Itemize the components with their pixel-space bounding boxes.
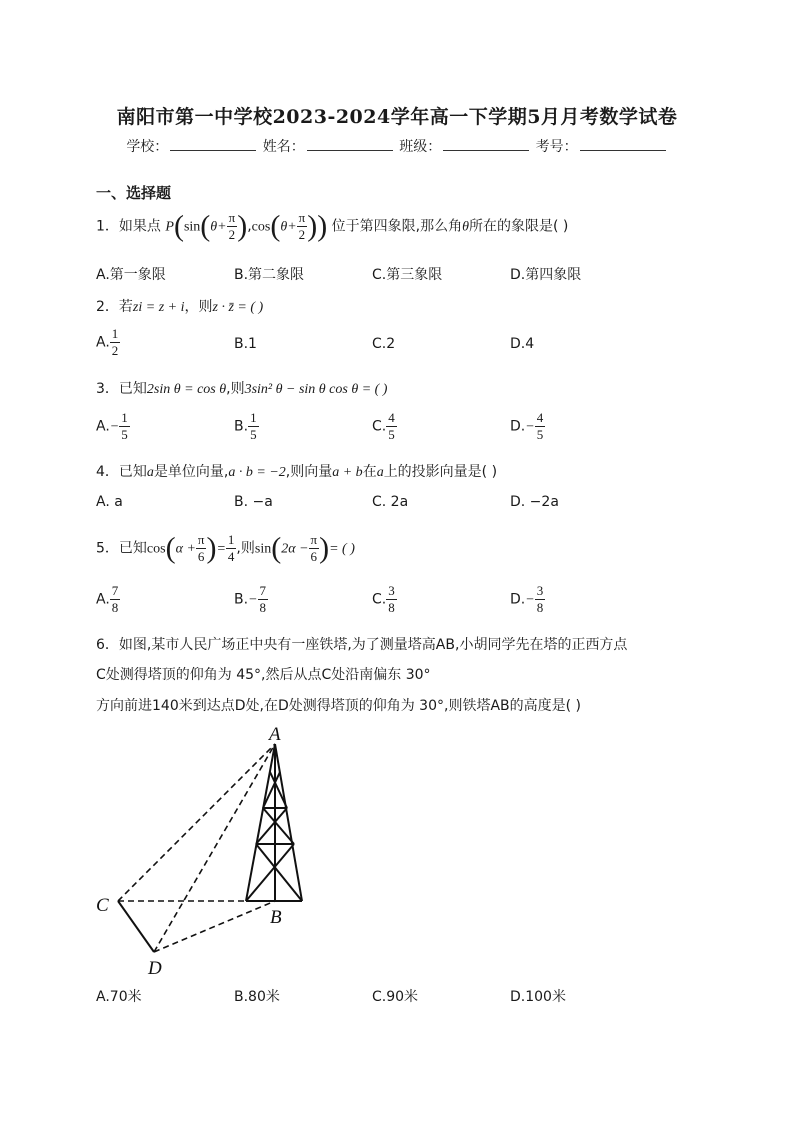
q5-option-d[interactable] [510,583,545,616]
q5-option-b[interactable] [234,583,268,616]
paren: )) [307,209,328,243]
paren: ) [237,209,248,243]
q2-option-a[interactable] [96,326,120,359]
equals: = [216,541,226,557]
number-label: 考号： [535,139,578,155]
q5-option-a[interactable] [96,583,120,616]
q2-equation: zi = z + i [132,300,185,315]
q5-option-c[interactable] [372,583,397,616]
q3-expression: 3sin² θ − sin θ cos θ = ( ) [244,382,388,397]
option-label: B. [234,591,249,608]
fraction-pi-2: $\frac{\pi}{2}$ [228,210,236,242]
name-blank[interactable] [307,137,393,151]
option-label: A. [96,334,110,351]
q1-point-p: P [165,219,174,235]
fraction: $\frac{7}{8}$ [111,583,119,615]
segment-da [154,744,275,952]
fraction: $\frac{3}{8}$ [388,583,395,615]
question-4 [96,461,497,481]
class-label: 班级： [399,139,442,155]
q6-option-b[interactable]: B.80米 [234,989,280,1005]
minus-sign: − [525,419,535,435]
option-label: A. [96,591,110,608]
label-d: D [148,958,162,979]
segment-cd [118,901,154,952]
q2-expression: z · z̄ = ( ) [212,300,264,315]
paren: ( [173,209,184,243]
theta-plus: θ+ [210,219,227,235]
page-title: 南阳市第一中学校2023-2024学年高一下学期5月月考数学试卷 [116,106,678,128]
section-heading: 一、选择题 [96,184,172,202]
paren: ( [165,531,176,565]
option-label: C. [372,418,387,435]
tower-figure [90,720,320,980]
q3-option-b[interactable] [234,410,259,443]
label-b: B [270,907,282,928]
number-blank[interactable] [580,137,666,151]
q4-text-1: 是单位向量, [153,464,229,480]
label-c: C [96,895,109,916]
theta-plus: θ+ [280,219,297,235]
q3-stem-start: 3．已知 [96,381,147,397]
q6-option-a[interactable]: A.70米 [96,989,142,1005]
q3-option-a[interactable] [96,410,130,443]
paren: ( [271,531,282,565]
class-blank[interactable] [443,137,529,151]
q1-option-b[interactable]: B.第二象限 [234,267,305,283]
alpha-plus: α + [175,541,196,557]
option-label: D. [510,418,526,435]
q5-tail: = ( ) [329,541,355,557]
fraction: $\frac{1}{5}$ [250,410,257,442]
fraction: $\frac{7}{8}$ [259,583,267,615]
q1-option-a[interactable]: A.第一象限 [96,267,166,283]
paren: ) [206,531,217,565]
fraction: $\frac{4}{5}$ [388,410,395,442]
option-label: C. [372,591,387,608]
paren: ) [319,531,330,565]
q1-stem-tail: 位于第四象限,那么角 [331,218,463,235]
fraction-pi-2: $\frac{\pi}{2}$ [298,210,306,242]
q4-option-d[interactable]: D. −2a [510,494,559,510]
q2-option-c[interactable]: C.2 [372,336,396,352]
q4-text-2: ,则向量 [285,464,333,480]
q6-line-3: 方向前进140米到达点D处,在D处测得塔顶的仰角为 30°,则铁塔AB的高度是( ) [96,698,582,714]
question-2 [96,296,263,316]
name-label: 姓名： [262,139,305,155]
vector-a: a [146,465,154,480]
q3-option-d[interactable] [510,410,545,443]
question-3 [96,378,387,398]
vector-sum: a + b [332,465,363,480]
student-info-line [0,136,794,156]
fraction-pi-6: $\frac{\pi}{6}$ [197,532,205,564]
q4-option-a[interactable]: A. a [96,494,123,510]
q2-option-b[interactable]: B.1 [234,336,257,352]
option-label: D. [510,591,526,608]
school-label: 学校： [126,139,169,155]
tower-right-leg [275,744,302,901]
vector-a: a [376,465,384,480]
q4-option-c[interactable]: C. 2a [372,494,409,510]
q4-stem-start: 4．已知 [96,464,147,480]
q1-stem-start: 1．如果点 [96,218,161,235]
two-alpha-minus: 2α − [281,541,309,557]
minus-sign: − [525,592,535,608]
q1-option-c[interactable]: C.第三象限 [372,267,443,283]
q5-mid: ,则 [236,540,255,557]
q4-text-3: 在 [362,464,377,480]
cos-fn: cos [251,219,271,235]
question-1 [96,210,568,243]
q3-option-c[interactable] [372,410,397,443]
q2-stem-start: 2．若 [96,299,133,315]
q2-option-d[interactable]: D.4 [510,336,535,352]
q6-line-2: C处测得塔顶的仰角为 45°,然后从点C处沿南偏东 30° [96,667,431,683]
option-label: A. [96,418,110,435]
minus-sign: − [248,592,258,608]
fraction: $\frac{1}{2}$ [111,326,119,358]
comma: , [247,218,252,235]
segment-db [154,901,275,952]
q4-text-4: 上的投影向量是( ) [383,464,498,480]
q6-option-d[interactable]: D.100米 [510,989,566,1005]
q3-condition: 2sin θ = cos θ [146,382,227,397]
cos-fn: cos [146,541,166,557]
q1-option-d[interactable]: D.第四象限 [510,267,582,283]
fraction: $\frac{1}{4}$ [227,532,235,564]
fraction-pi-6: $\frac{\pi}{6}$ [310,532,318,564]
school-blank[interactable] [170,137,256,151]
label-a: A [269,724,281,745]
paren: ( [200,209,211,243]
q6-option-c[interactable]: C.90米 [372,989,419,1005]
sin-fn: sin [254,541,272,557]
minus-sign: − [109,419,120,435]
q6-line-1: 6．如图,某市人民广场正中央有一座铁塔,为了测量塔高AB,小胡同学先在塔的正西方点 [96,637,628,653]
q2-mid: ，则 [184,299,213,315]
fraction: $\frac{3}{8}$ [536,583,544,615]
q3-mid: ,则 [226,381,245,397]
q4-dot-product: a · b = −2 [228,465,286,480]
q1-stem-end: 所在的象限是( ) [469,218,569,235]
fraction: $\frac{4}{5}$ [536,410,544,442]
paren: ( [270,209,281,243]
fraction: $\frac{1}{5}$ [121,410,128,442]
question-5 [96,532,355,565]
option-label: B. [234,418,249,435]
q5-stem-start: 5．已知 [96,540,147,557]
sin-fn: sin [183,219,201,235]
q4-option-b[interactable]: B. −a [234,494,273,510]
theta: θ [462,219,469,235]
